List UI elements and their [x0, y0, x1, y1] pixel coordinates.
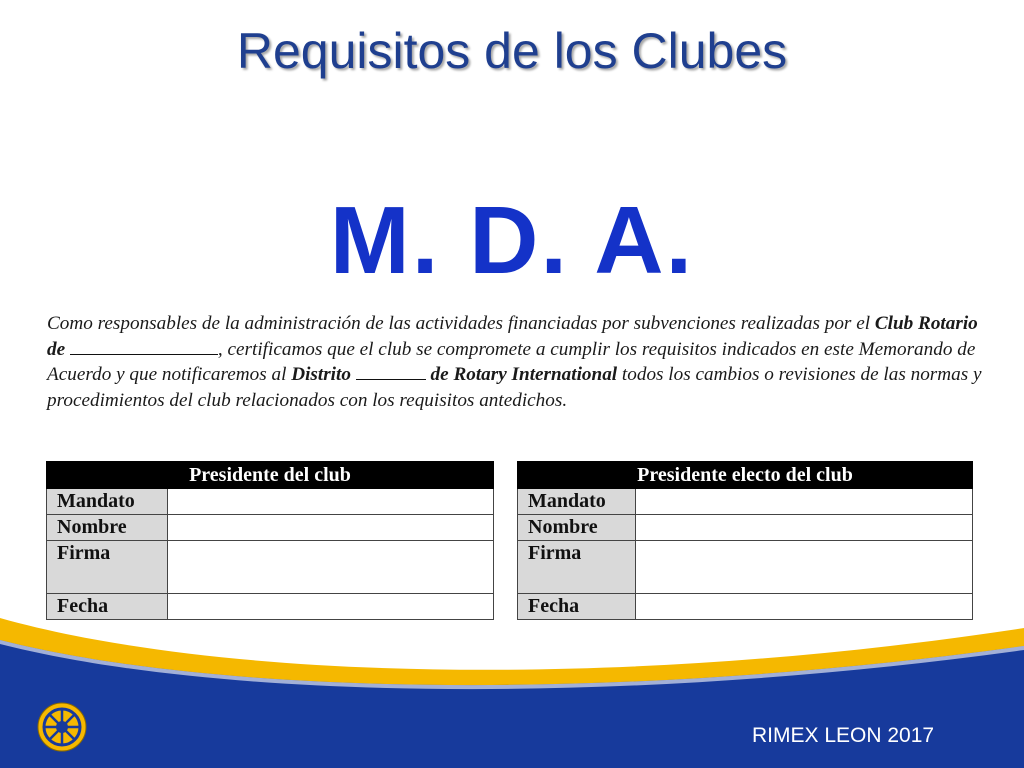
signature-label: Firma — [47, 541, 168, 594]
memo-text-1: Como responsables de la administración de las actividades financiadas por subvenciones realizadas por el — [47, 313, 875, 334]
memo-text-3: todos los cambios o revisiones de las normas y procedimientos del club relacionados con los requisitos antedichos. — [47, 364, 982, 411]
memo-ri-label: de Rotary International — [430, 364, 618, 385]
signature-field[interactable] — [636, 541, 973, 594]
slide-title: Requisitos de los Clubes — [236, 23, 788, 79]
president-signature-table — [46, 461, 494, 620]
president-elect-signature-table — [517, 461, 973, 620]
term-field[interactable] — [636, 489, 973, 515]
term-label: Mandato — [47, 489, 168, 515]
signature-label: Firma — [518, 541, 636, 594]
name-field[interactable] — [168, 515, 494, 541]
memo-club-label: Club Rotario de — [47, 313, 978, 360]
president-elect-table-header: Presidente electo del club — [518, 462, 973, 489]
memo-paragraph — [47, 311, 992, 413]
name-label: Nombre — [47, 515, 168, 541]
name-label: Nombre — [518, 515, 636, 541]
president-table-header: Presidente del club — [47, 462, 494, 489]
rotary-wheel-icon — [36, 701, 88, 753]
term-field[interactable] — [168, 489, 494, 515]
memo-district-label: Distrito — [291, 364, 351, 385]
mda-heading: M. D. A. — [329, 187, 695, 294]
name-field[interactable] — [636, 515, 973, 541]
district-number-blank — [356, 363, 426, 380]
date-label: Fecha — [518, 594, 636, 620]
footer-label: RIMEX LEON 2017 — [752, 724, 935, 747]
signature-field[interactable] — [168, 541, 494, 594]
date-label: Fecha — [47, 594, 168, 620]
club-name-blank — [70, 338, 218, 355]
term-label: Mandato — [518, 489, 636, 515]
memo-text-2: , certificamos que el club se compromete a cumplir los requisitos indicados en este Memorando de Acuerdo y que notificaremos al — [47, 338, 976, 385]
